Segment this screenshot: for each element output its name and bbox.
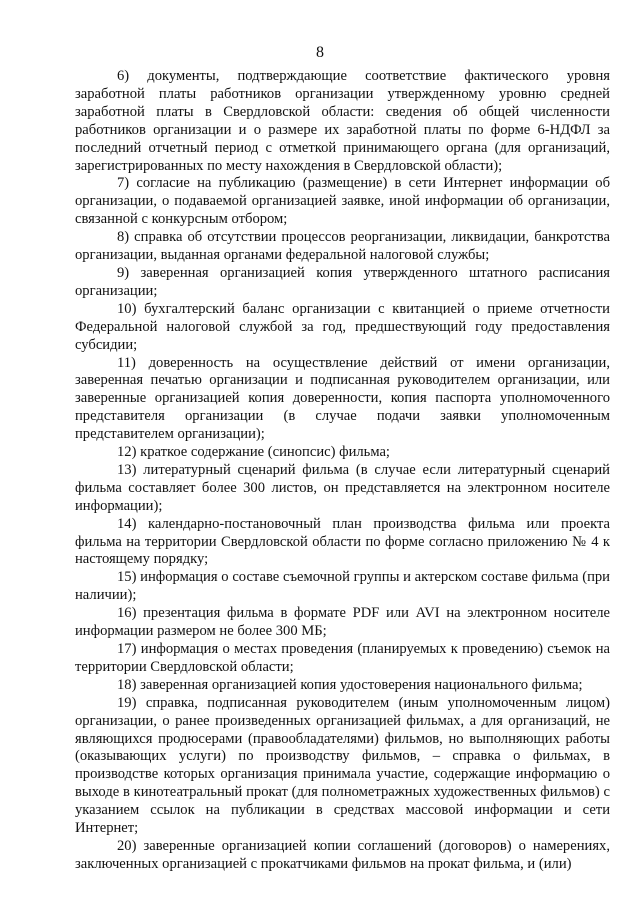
list-item-8: 8) справка об отсутствии процессов реорганизации, ликвидации, банкротства организации, выданная органами федеральной налоговой службы; bbox=[75, 229, 610, 264]
list-item-20: 20) заверенные организацией копии соглашений (договоров) о намерениях, заключенных организацией с прокатчиками фильмов на прокат фильма, и (или) bbox=[75, 837, 610, 872]
list-item-12: 12) краткое содержание (синопсис) фильма; bbox=[117, 444, 390, 461]
list-item-7: 7) согласие на публикацию (размещение) в сети Интернет информации об организации, о подаваемой организацией заявке, иной информации об организации, связанной с конкурсным отбором; bbox=[75, 175, 610, 228]
page-number: 8 bbox=[316, 44, 324, 61]
list-item-15: 15) информация о составе съемочной группы и актерском составе фильма (при наличии); bbox=[75, 569, 610, 604]
list-item-17: 17) информация о местах проведения (планируемых к проведению) съемок на территории Свердловской области; bbox=[75, 641, 610, 675]
list-item-6: 6) документы, подтверждающие соответствие фактического уровня заработной платы работников организации утвержденному уровню средней заработной платы в Свердловской области: сведения об общей численности работников организации и о размере их заработной платы по форме 6-НДФЛ за последний отчетный период с отметкой принимающего органа (для организаций, зарегистрированных по месту нахождения в Свердловской области); bbox=[75, 68, 610, 174]
list-item-10: 10) бухгалтерский баланс организации с квитанцией о приеме отчетности Федеральной налоговой службой за год, предшествующий году предоставления субсидии; bbox=[75, 300, 610, 353]
list-item-9: 9) заверенная организацией копия утвержденного штатного расписания организации; bbox=[75, 264, 610, 299]
document-body bbox=[75, 68, 610, 874]
list-item-16: 16) презентация фильма в формате PDF или AVI на электронном носителе информации размером не более 300 МБ; bbox=[75, 605, 610, 640]
list-item-19: 19) справка, подписанная руководителем (иным уполномоченным лицом) организации, о ранее произведенных организацией фильмах, а для организаций, не являющихся продюсерами (правообладателями) фильмов, но выполняющих работы (оказывающих услуги) по производству фильмов, – справка о фильмах, в производстве которых организация принимала участие, содержащие информацию о выходе в кинотеатральный прокат (для полнометражных художественных фильмов) с указанием ссылок на публикации в средствах массовой информации и сети Интернет; bbox=[75, 694, 610, 837]
list-item-18: 18) заверенная организацией копия удостоверения национального фильма; bbox=[117, 676, 583, 693]
list-item-14: 14) календарно-постановочный план производства фильма или проекта фильма на территории Свердловской области по форме согласно приложению № 4 к настоящему порядку; bbox=[75, 515, 610, 568]
list-item-13: 13) литературный сценарий фильма (в случае если литературный сценарий фильма составляет более 300 листов, он представляется на электронном носителе информации); bbox=[75, 461, 610, 514]
list-item-11: 11) доверенность на осуществление действий от имени организации, заверенная печатью организации и подписанная руководителем организации, или заверенные организацией копия доверенности, копия паспорта уполномоченного представителя организации (в случае подачи заявки уполномоченным представителем организации); bbox=[75, 354, 610, 443]
